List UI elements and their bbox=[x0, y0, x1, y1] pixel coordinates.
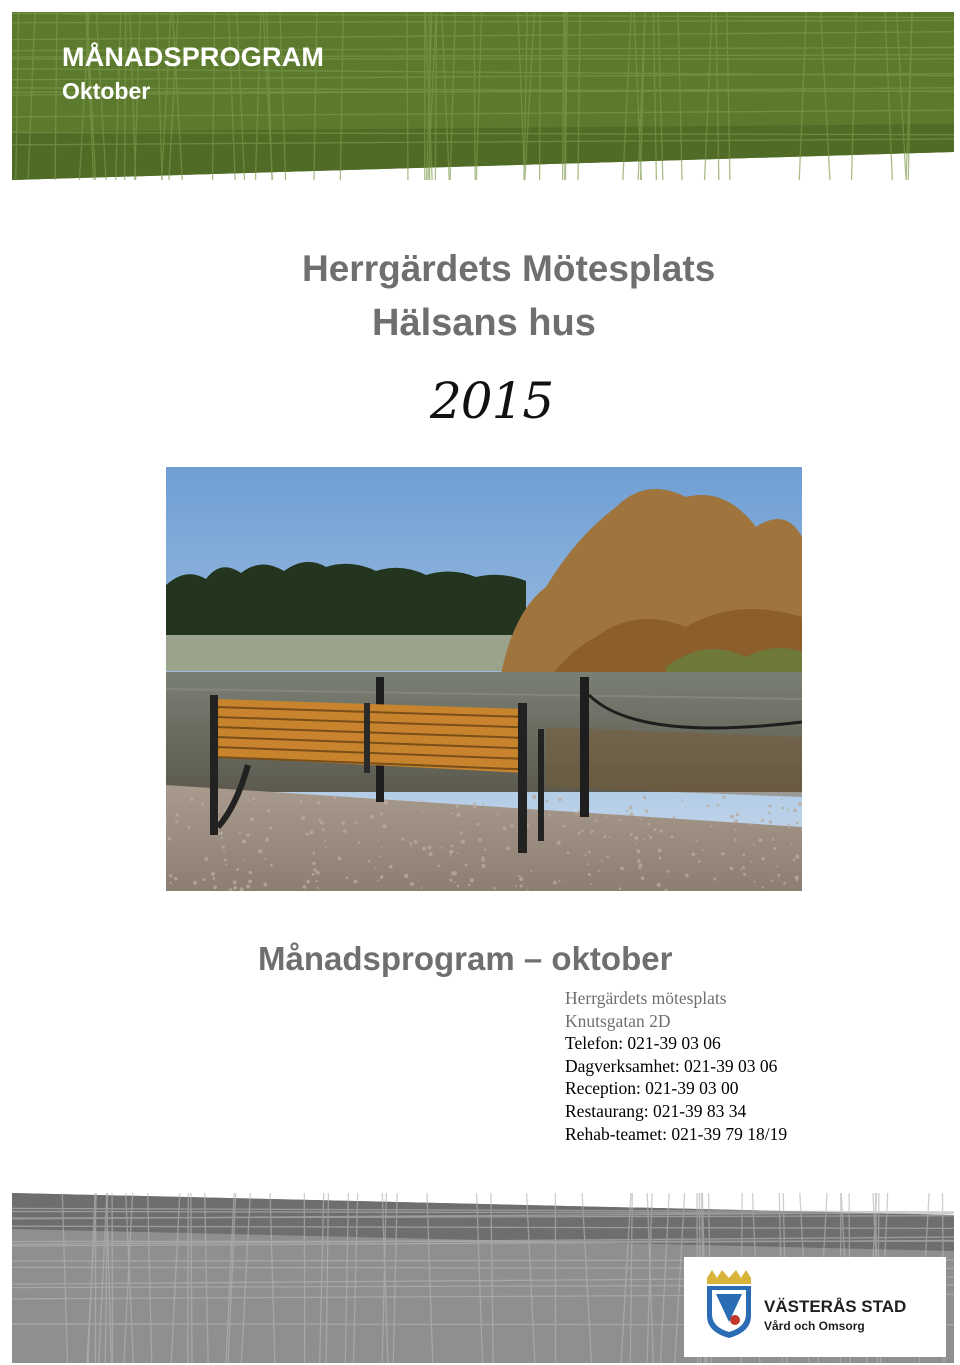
banner-background bbox=[12, 12, 954, 180]
banner-title: MÅNADSPROGRAM bbox=[62, 42, 325, 72]
org-department: Vård och Omsorg bbox=[764, 1319, 865, 1333]
page-title: Herrgärdets Mötesplats bbox=[302, 248, 716, 289]
page-subtitle: Hälsans hus bbox=[372, 302, 596, 344]
banner-month: Oktober bbox=[62, 78, 151, 104]
contact-rehab: Rehab-teamet: 021-39 79 18/19 bbox=[565, 1123, 788, 1144]
contact-block bbox=[565, 987, 787, 1145]
contact-street: Knutsgatan 2D bbox=[565, 1010, 671, 1031]
header-banner bbox=[12, 12, 954, 180]
vasteras-coat-of-arms-icon bbox=[704, 1270, 754, 1340]
park-bench-photo bbox=[166, 467, 802, 891]
year-label: 2015 bbox=[430, 372, 554, 430]
program-title: Månadsprogram – oktober bbox=[258, 940, 673, 977]
org-name: VÄSTERÅS STAD bbox=[764, 1297, 907, 1316]
contact-name: Herrgärdets mötesplats bbox=[565, 988, 727, 1008]
contact-daycare: Dagverksamhet: 021-39 03 06 bbox=[565, 1055, 778, 1076]
footer-background bbox=[12, 1193, 954, 1363]
contact-restaurant: Restaurang: 021-39 83 34 bbox=[565, 1100, 747, 1121]
footer-banner bbox=[12, 1193, 954, 1363]
contact-phone: Telefon: 021-39 03 06 bbox=[565, 1033, 721, 1054]
contact-reception: Reception: 021-39 03 00 bbox=[565, 1078, 739, 1099]
